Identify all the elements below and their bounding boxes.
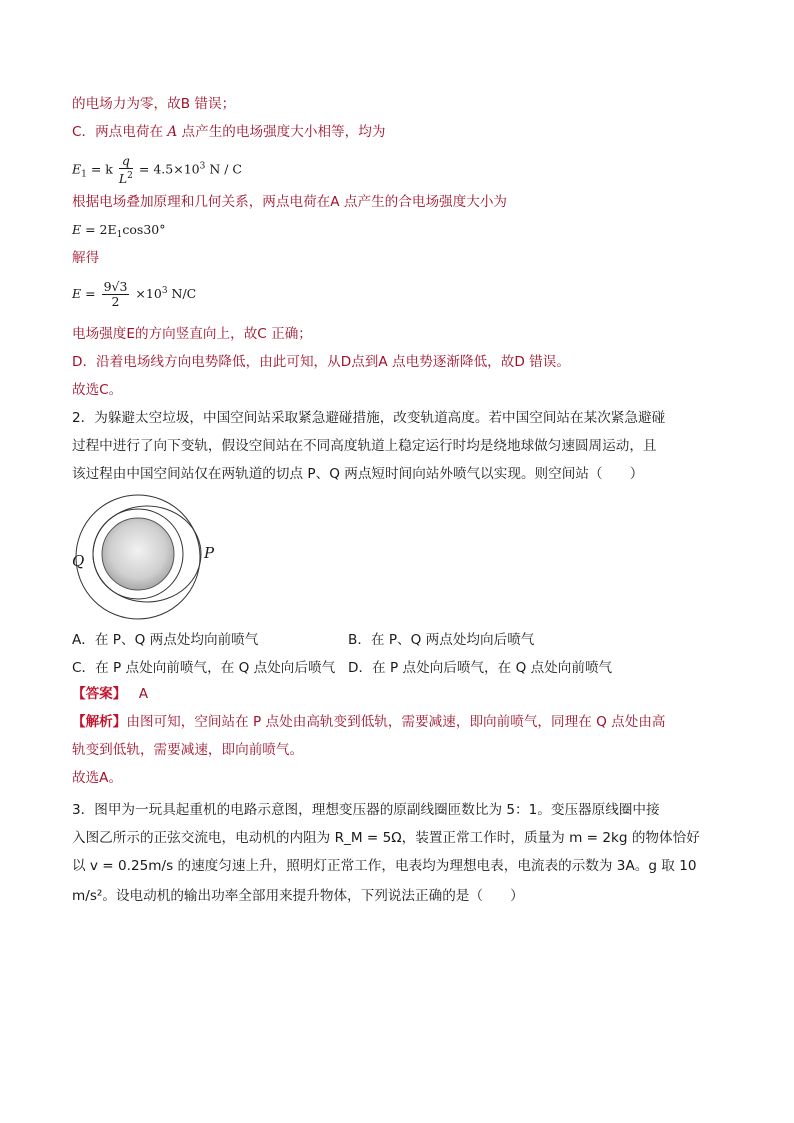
text-line-5: 电场强度E的方向竖直向上，故C 正确；: [72, 326, 312, 342]
eq-unit: N / C: [209, 161, 242, 177]
text-line-4: 解得: [72, 250, 100, 266]
eq-fraction: [119, 154, 133, 186]
point-A-label: A: [167, 124, 178, 140]
text-line-1: 的电场力为零，故B 错误；: [72, 96, 236, 112]
eq-symbol: E: [72, 161, 82, 177]
eq-text: = k: [90, 161, 113, 177]
option-B: B．在 P、Q 两点处均向后喷气: [348, 632, 535, 648]
q2-stem-line-1: 2．为躲避太空垃圾，中国空间站采取紧急避碰措施，改变轨道高度。若中国空间站在某次紧急避碰: [72, 410, 666, 426]
eq-superscript: 3: [199, 161, 206, 172]
text-line-2: [72, 122, 385, 142]
q3-stem-line-3: 以 v = 0.25m/s 的速度匀速上升，照明灯正常工作，电表均为理想电表，电流表的示数为 3A。g 取 10: [72, 858, 697, 874]
eq-superscript: 3: [161, 286, 168, 296]
eq-text: = 2E: [85, 222, 117, 237]
equation-1: [72, 154, 242, 186]
choose-line: 故选A。: [72, 770, 123, 786]
point-Q-label: Q: [72, 552, 85, 570]
eq-symbol: E: [72, 222, 82, 237]
answer-line: [72, 684, 148, 704]
eq-text: E =: [72, 286, 96, 301]
eq-text: ×10: [135, 286, 162, 301]
answer-tag: 【答案】: [72, 686, 127, 702]
earth: [102, 518, 174, 590]
eq-numerator: q: [119, 154, 133, 169]
text-span: C．两点电荷在: [72, 124, 168, 140]
q2-stem-line-3: 该过程由中国空间站仅在两轨道的切点 P、Q 两点短时间向站外喷气以实现。则空间站（ ）: [72, 466, 644, 482]
q3-stem-line-1: 3．图甲为一玩具起重机的电路示意图，理想变压器的原副线圈匝数比为 5：1。变压器原线圈中接: [72, 802, 660, 818]
option-D: D．在 P 点处向后喷气，在 Q 点处向前喷气: [348, 660, 613, 676]
eq-unit: N/C: [171, 286, 197, 301]
analysis-line-2: 轨变到低轨，需要减速，即向前喷气。: [72, 742, 304, 758]
eq-fraction: [102, 280, 130, 309]
analysis-text: 由图可知，空间站在 P 点处由高轨变到低轨，需要减速，即向前喷气，同理在 Q 点处由高: [126, 714, 666, 730]
text-line-6: D．沿着电场线方向电势降低，由此可知，从D点到A 点电势逐渐降低，故D 错误。: [72, 354, 570, 370]
equation-2: [72, 220, 165, 245]
eq-text: = 4.5×10: [138, 161, 200, 177]
q3-stem-line-2: 入图乙所示的正弦交流电，电动机的内阻为 R_M = 5Ω，装置正常工作时，质量为 m = 2kg 的物体恰好: [72, 830, 700, 846]
option-C: C．在 P 点处向前喷气，在 Q 点处向后喷气: [72, 660, 336, 676]
q3-stem-line-4: m/s²。设电动机的输出功率全部用来提升物体，下列说法正确的是（ ）: [72, 888, 524, 904]
q2-stem-line-2: 过程中进行了向下变轨，假设空间站在不同高度轨道上稳定运行时均是绕地球做匀速圆周运动，且: [72, 438, 657, 454]
eq-text: cos30°: [122, 222, 166, 237]
eq-denominator: L: [118, 171, 128, 186]
option-A: A．在 P、Q 两点处均向前喷气: [72, 632, 259, 648]
text-span: 点产生的电场强度大小相等，均为: [177, 124, 386, 140]
orbit-diagram: [70, 494, 230, 620]
answer-value: A: [138, 686, 149, 702]
eq-subscript: 1: [81, 169, 87, 180]
eq-superscript: 2: [127, 171, 133, 181]
text-line-3: 根据电场叠加原理和几何关系，两点电荷在A 点产生的合电场强度大小为: [72, 194, 508, 210]
analysis-line-1: [72, 712, 666, 732]
analysis-tag: 【解析】: [72, 714, 127, 730]
eq-denominator: 2: [111, 294, 120, 309]
eq-numerator: 9√3: [103, 279, 128, 294]
eq-subscript: 1: [116, 230, 123, 240]
point-P-label: P: [204, 544, 215, 562]
text-line-7: 故选C。: [72, 382, 123, 398]
equation-3: [72, 280, 196, 309]
